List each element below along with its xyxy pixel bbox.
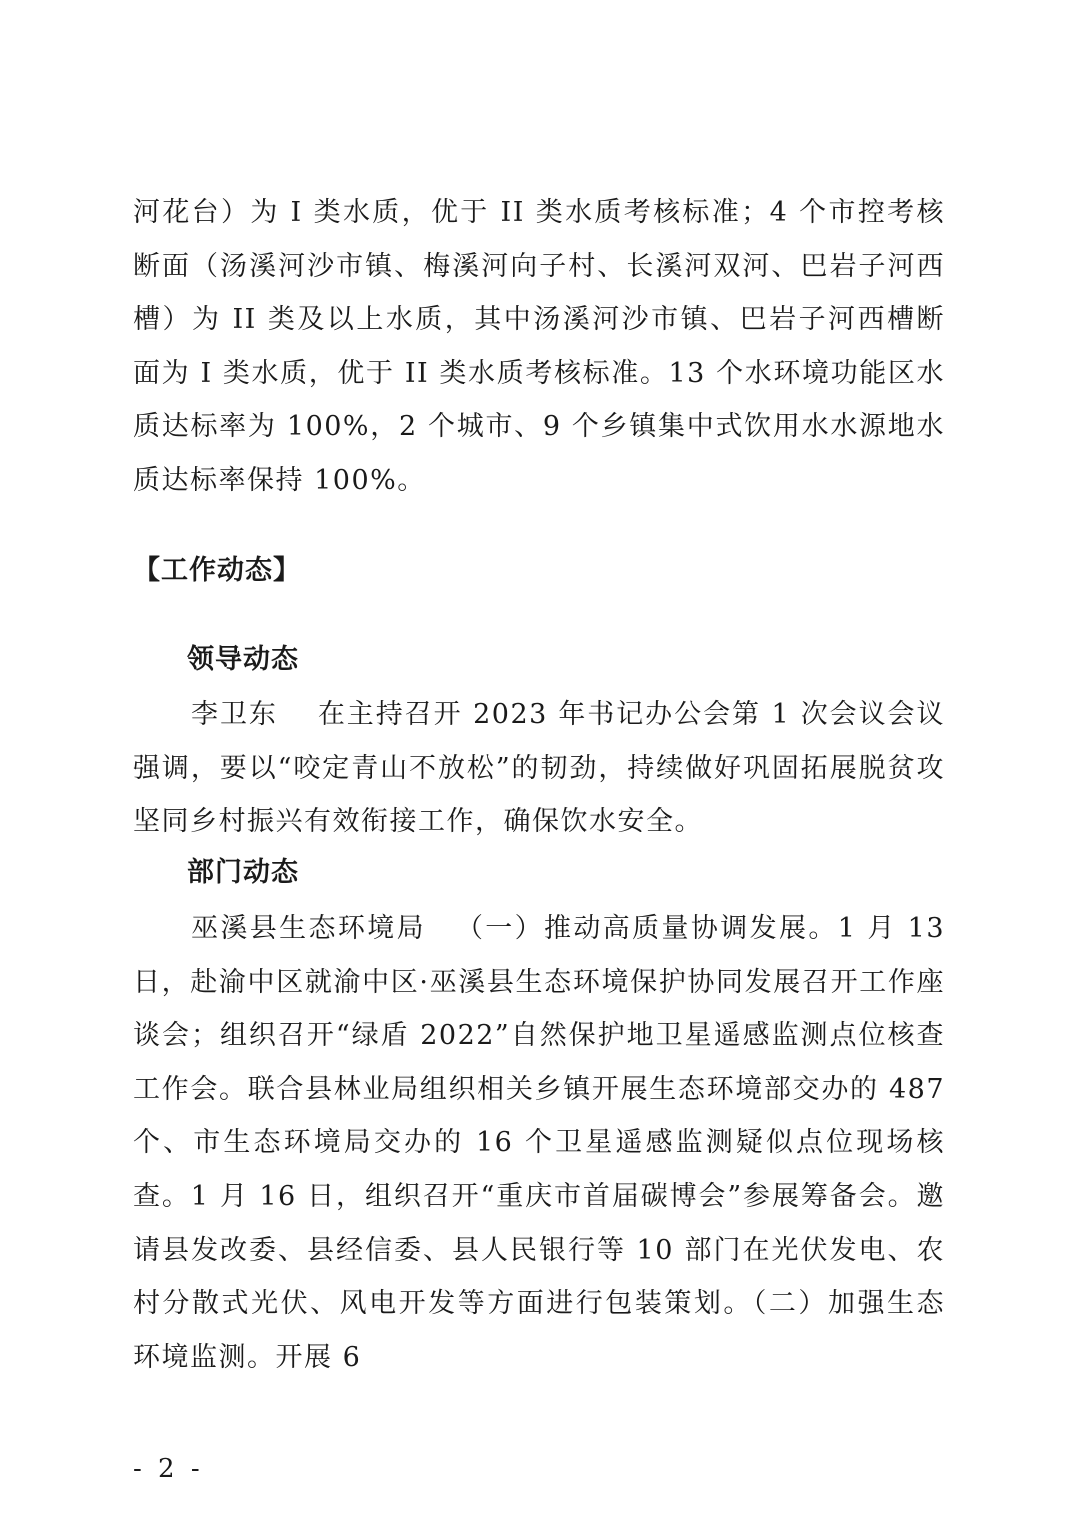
dept-news-paragraph (133, 902, 945, 1384)
water-quality-paragraph: 河花台）为 I 类水质，优于 II 类水质考核标准；4 个市控考核断面（汤溪河沙市镇、梅溪河向子村、长溪河双河、巴岩子河西槽）为 II 类及以上水质，其中汤溪河沙市镇、巴岩子河西槽断面为 I 类水质，优于 II 类水质考核标准。13 个水环境功能区水质达标率为 100%，2 个城市、9 个乡镇集中式饮用水水源地水质达标率保持 100%。 (133, 197, 945, 496)
leader-news-paragraph (133, 688, 945, 849)
dept-news-text: （一）推动高质量协调发展。1 月 13 日，赴渝中区就渝中区·巫溪县生态环境保护协同发展召开工作座谈会；组织召开“绿盾 2022”自然保护地卫星遥感监测点位核查工作会。联合县林业局组织相关乡镇开展生态环境部交办的 487 个、市生态环境局交办的 16 个卫星遥感监测疑似点位现场核查。1 月 16 日，组织召开“重庆市首届碳博会”参展筹备会。邀请县发改委、县经信委、县人民银行等 10 部门在光伏发电、农村分散式光伏、风电开发等方面进行包装策划。（二）加强生态环境监测。开展 6 (133, 913, 946, 1373)
leader-news-heading: 领导动态 (187, 644, 299, 675)
leader-name: 李卫东 (191, 699, 278, 730)
page-number: - 2 - (133, 1454, 204, 1484)
section-title-work-news: 【工作动态】 (133, 555, 301, 586)
dept-news-heading: 部门动态 (187, 857, 299, 888)
dept-name: 巫溪县生态环境局 (191, 913, 426, 944)
leader-news-text: 在主持召开 2023 年书记办公会第 1 次会议会议强调，要以“咬定青山不放松”的韧劲，持续做好巩固拓展脱贫攻坚同乡村振兴有效衔接工作，确保饮水安全。 (133, 699, 945, 838)
